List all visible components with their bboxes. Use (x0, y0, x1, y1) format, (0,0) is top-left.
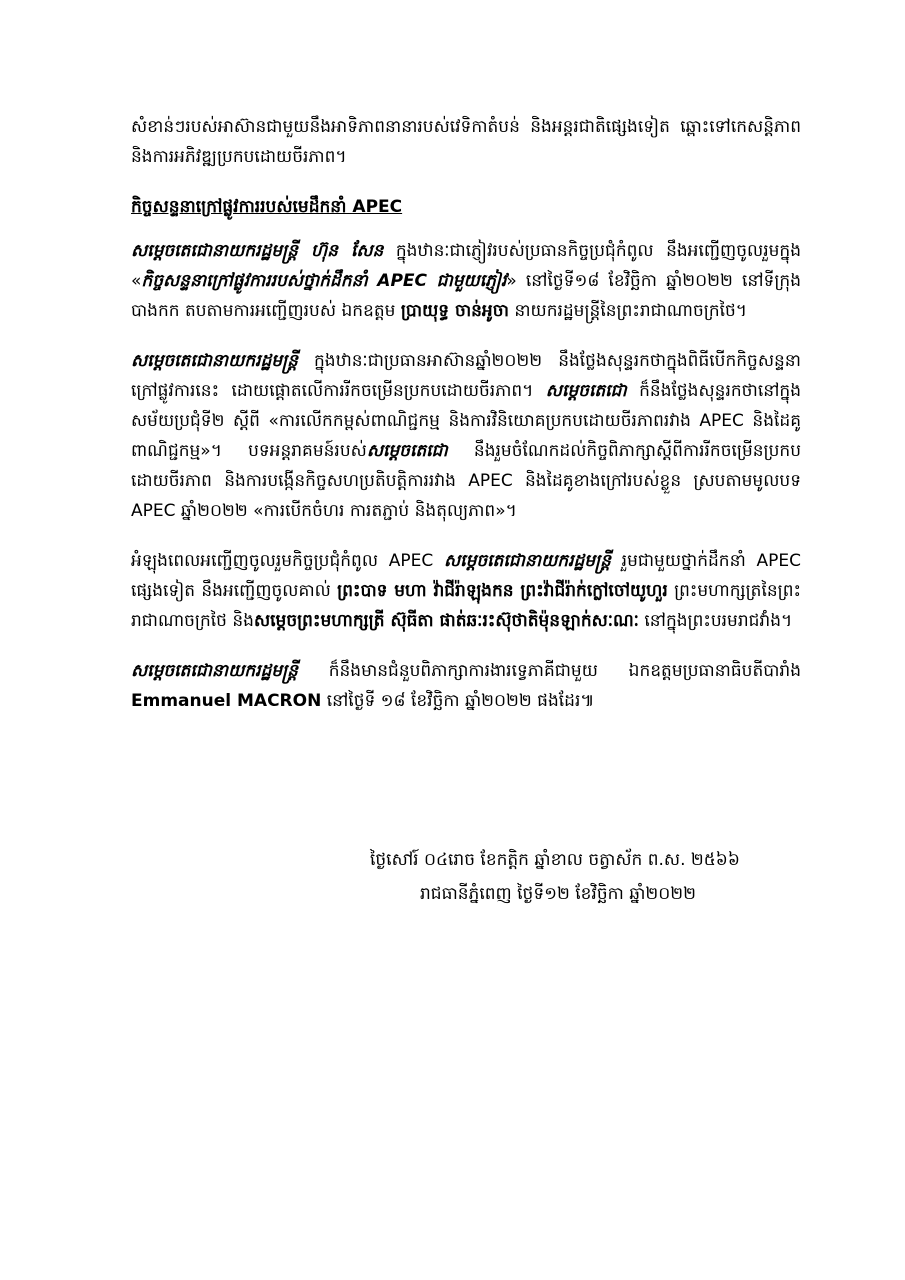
intro-text: សំខាន់ៗរបស់អាស៊ានជាមួយនឹងអាទិភាពនានារបស់វេទិកាតំបន់ និងអន្តរជាតិផ្សេងទៀត ឆ្ពោះទៅកេសន្តិភាព និងការអភិវឌ្ឍប្រកបដោយចីរភាព។ (131, 117, 801, 167)
p4-text-2: នៅថ្ងៃទី ១៨ ខែវិច្ឆិកា ឆ្នាំ២០២២ ផងដែរ៕ (321, 691, 595, 711)
p2-lead: សម្តេចតេជោនាយករដ្ឋមន្ត្រី (131, 351, 298, 371)
p4-lead: សម្តេចតេជោនាយករដ្ឋមន្ត្រី (131, 661, 298, 681)
lunar-date: ថ្ងៃសៅរ៍ ០៤រោច ខែកត្តិក ឆ្នាំខាល ចត្វាស័ក ព.ស. ២៥៦៦ (370, 850, 740, 870)
document-body (131, 112, 801, 736)
p4-person-name: Emmanuel MACRON (131, 691, 322, 711)
p3-lead: សម្តេចតេជោនាយករដ្ឋមន្ត្រី (444, 551, 611, 571)
p1-text-1: ក្នុងឋានៈជាភ្ញៀវរបស់ប្រធានកិច្ចប្រជុំកំពូល នឹងអញ្ជើញចូលរួមក្នុង « (131, 241, 801, 291)
section-heading: កិច្ចសន្ទនាក្រៅផ្លូវការរបស់មេដឹកនាំ APEC (131, 197, 403, 217)
p1-text-2: » នៅថ្ងៃទី១៨ ខែវិច្ឆិកា ឆ្នាំ២០២២ នៅទីក្រុងបាងកក តបតាមការអញ្ជើញរបស់ ឯកឧត្តម (131, 271, 801, 321)
intro-paragraph (131, 112, 801, 172)
paragraph-3 (131, 546, 801, 636)
p1-host-name: ប្រាយុទ្ធ ចាន់អូចា (400, 301, 509, 321)
p3-queen-name: សម្តេចព្រះមហាក្សត្រី ស៊ុធីតា ផាត់ឆៈរះស៊ុថាតិម៉ុនឡាក់សៈណៈ (253, 611, 639, 631)
p1-event-name: កិច្ចសន្ទនាក្រៅផ្លូវការរបស់ថ្នាក់ដឹកនាំ APEC ជាមួយភ្ញៀវ (141, 271, 507, 291)
p2-lead-2: សម្តេចតេជោ (545, 381, 627, 401)
paragraph-2 (131, 346, 801, 526)
p3-text-4: នៅក្នុងព្រះបរមរាជវាំង។ (638, 611, 793, 631)
p1-text-3: នាយករដ្ឋមន្ត្រីនៃព្រះរាជាណាចក្រថៃ។ (508, 301, 747, 321)
p3-text-1: អំឡុងពេលអញ្ជើញចូលរួមកិច្ចប្រជុំកំពូល APEC (131, 551, 444, 571)
p3-text-3: ព្រះមហាក្សត្រនៃព្រះរាជាណាចក្រថៃ និង (131, 581, 801, 631)
p3-king-name: ព្រះបាទ មហា វ៉ាជីរ៉ាឡុងកន ព្រះវ៉ាជីរ៉ាក់ក្លៅចៅយូហួរ (337, 581, 668, 601)
paragraph-4 (131, 656, 801, 716)
p2-text-3: នឹងរួមចំណែកដល់កិច្ចពិភាក្សាស្តីពីការរីកចម្រើនប្រកបដោយចីរភាព និងការបង្កើនកិច្ចសហប្រតិបត្តិការរវាង APEC និងដៃគូខាងក្រៅរបស់ខ្លួន ស្របតាមមូលបទ APEC ឆ្នាំ២០២២ «ការបើកចំហរ ការតភ្ជាប់ និងតុល្យភាព»។ (131, 441, 801, 521)
p3-text-2: រួមជាមួយថ្នាក់ដឹកនាំ APEC ផ្សេងទៀត នឹងអញ្ជើញចូលគាល់ (131, 551, 801, 601)
dateline (370, 843, 800, 911)
paragraph-1 (131, 236, 801, 326)
p1-lead: សម្តេចតេជោនាយករដ្ឋមន្ត្រី ហ៊ុន សែន (131, 241, 384, 261)
solar-date: រាជធានីភ្នំពេញ ថ្ងៃទី១២ ខែវិច្ឆិកា ឆ្នាំ២០២២ (420, 884, 697, 904)
p2-text-1: ក្នុងឋានៈជាប្រធានអាស៊ានឆ្នាំ២០២២ នឹងថ្លែងសុន្ទរកថាក្នុងពិធីបើកកិច្ចសន្ទនាក្រៅផ្លូវការនេះ ដោយផ្តោតលើការរីកចម្រើនប្រកបដោយចីរភាព។ (131, 351, 801, 401)
p2-text-2: ក៏នឹងថ្លែងសុន្ទរកថានៅក្នុងសម័យប្រជុំទី២ ស្តីពី «ការលើកកម្ពស់ពាណិជ្ជកម្ម និងការវិនិយោគប្រកបដោយចីរភាពរវាង APEC និងដៃគូពាណិជ្ជកម្ម»។ បទអន្តរាគមន៍របស់ (131, 381, 801, 461)
p2-lead-3: សម្តេចតេជោ (366, 441, 448, 461)
p4-text-1: ក៏នឹងមានជំនួបពិភាក្សាការងារទ្វេភាគីជាមួយ ឯកឧត្តមប្រធានាធិបតីបារាំង (297, 661, 801, 681)
